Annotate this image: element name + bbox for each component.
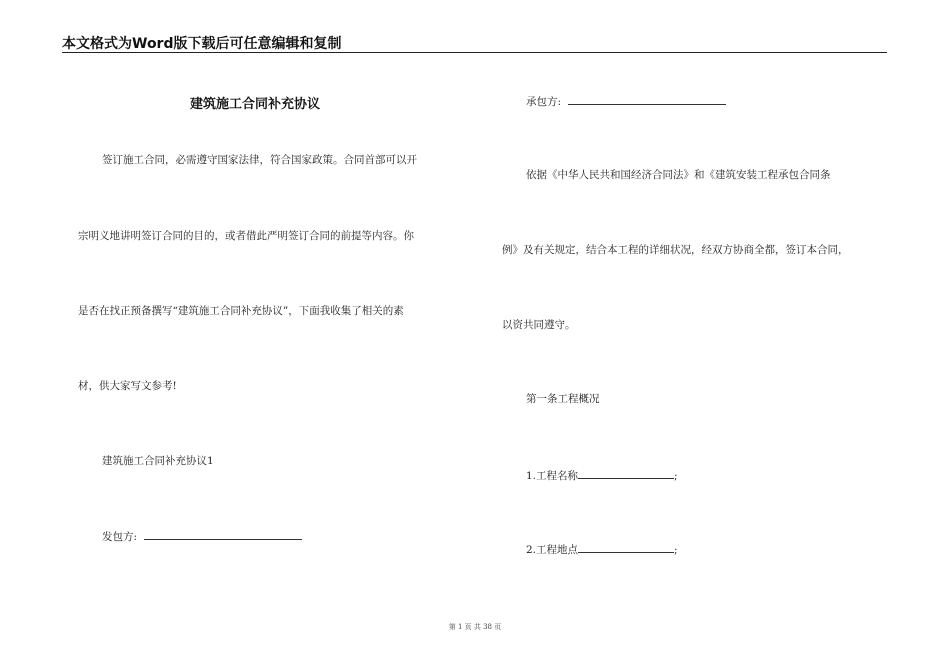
project-name-label: 1.工程名称 <box>526 470 579 482</box>
employer-field <box>102 528 302 544</box>
document-header-note: 本文格式为Word版下载后可任意编辑和复制 <box>62 36 342 52</box>
article-1-heading: 第一条工程概况 <box>526 393 600 405</box>
contractor-field <box>526 93 726 109</box>
project-location-field <box>526 541 678 557</box>
header-divider <box>62 52 887 53</box>
intro-line-4: 材，供大家写文参考! <box>78 380 177 392</box>
project-name-blank-line <box>578 467 674 479</box>
agreement-subheading: 建筑施工合同补充协议1 <box>102 455 214 467</box>
project-name-field <box>526 467 678 483</box>
project-location-blank-line <box>578 541 674 553</box>
employer-blank-line <box>144 528 302 540</box>
contractor-label: 承包方: <box>526 96 562 108</box>
contractor-blank-line <box>568 93 726 105</box>
document-title: 建筑施工合同补充协议 <box>190 97 321 112</box>
employer-label: 发包方: <box>102 531 138 543</box>
basis-line-3: 以资共同遵守。 <box>502 319 576 331</box>
page-number-footer: 第 1 页 共 38 页 <box>448 623 502 631</box>
intro-line-1: 签订施工合同，必需遵守国家法律，符合国家政策。合同首部可以开 <box>102 154 417 166</box>
project-location-label: 2.工程地点 <box>526 544 579 556</box>
intro-line-3: 是否在找正预备撰写“建筑施工合同补充协议”，下面我收集了相关的素 <box>78 305 404 317</box>
basis-line-2: 例》及有关规定，结合本工程的详细状况，经双方协商全都，签订本合同， <box>502 244 849 256</box>
intro-line-2: 宗明义地讲明签订合同的目的，或者借此严明签订合同的前提等内容。你 <box>78 230 414 242</box>
project-location-suffix: ; <box>674 544 678 556</box>
project-name-suffix: ; <box>674 470 678 482</box>
basis-line-1: 依据《中华人民共和国经济合同法》和《建筑安装工程承包合同条 <box>526 169 831 181</box>
